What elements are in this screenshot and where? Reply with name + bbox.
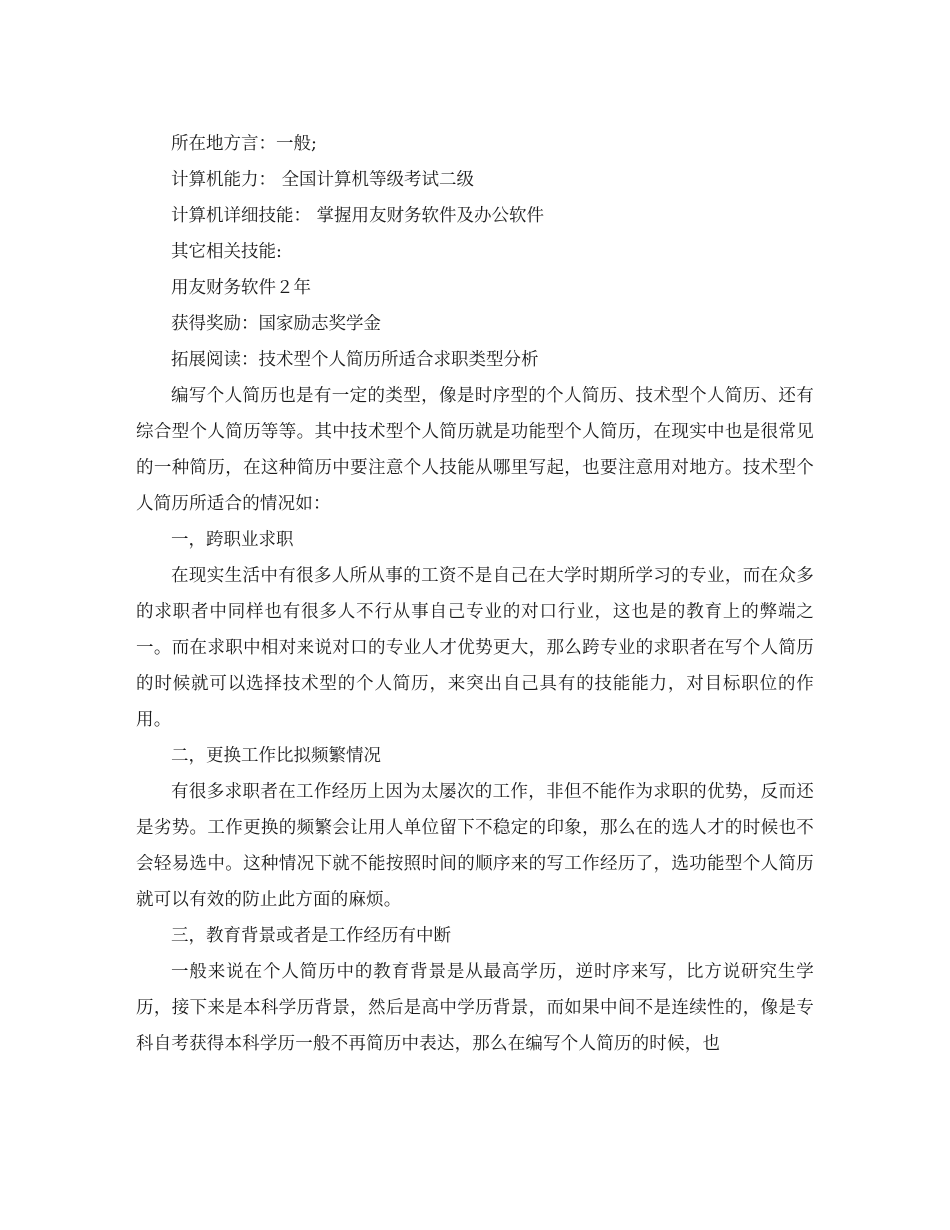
extended-reading-title: 拓展阅读：技术型个人简历所适合求职类型分析 [171, 350, 539, 370]
info-awards: 获得奖励：国家励志奖学金 [171, 314, 381, 334]
info-dialect: 所在地方言：一般; [171, 134, 317, 154]
section-heading: 三，教育背景或者是工作经历有中断 [171, 926, 451, 946]
info-other-skills: 其它相关技能: [171, 242, 282, 262]
section-body: 有很多求职者在工作经历上因为太屡次的工作，非但不能作为求职的优势，反而还是劣势。工作更换的频繁会让用人单位留下不稳定的印象，那么在的选人才的时候也不会轻易选中。这种情况下就不能按照时间的顺序来的写工作经历了，选功能型个人简历就可以有效的防止此方面的麻烦。 [136, 782, 814, 910]
intro-paragraph: 编写个人简历也是有一定的类型，像是时序型的个人简历、技术型个人简历、还有综合型个人简历等等。其中技术型个人简历就是功能型个人简历，在现实中也是很常见的一种简历，在这种简历中要注意个人技能从哪里写起，也要注意用对地方。技术型个人简历所适合的情况如： [136, 386, 814, 514]
document-body [136, 126, 814, 1062]
info-software-experience: 用友财务软件２年 [171, 278, 311, 298]
section-heading: 一，跨职业求职 [171, 530, 294, 550]
section-body: 一般来说在个人简历中的教育背景是从最高学历，逆时序来写，比方说研究生学历，接下来是本科学历背景，然后是高中学历背景，而如果中间不是连续性的，像是专科自考获得本科学历一般不再简历中表达，那么在编写个人简历的时候，也 [136, 962, 814, 1054]
section-heading: 二，更换工作比拟频繁情况 [171, 746, 381, 766]
info-computer-skills: 计算机详细技能： 掌握用友财务软件及办公软件 [171, 206, 545, 226]
info-computer-ability: 计算机能力： 全国计算机等级考试二级 [171, 170, 475, 190]
section-body: 在现实生活中有很多人所从事的工资不是自己在大学时期所学习的专业，而在众多的求职者中同样也有很多人不行从事自己专业的对口行业，这也是的教育上的弊端之一。而在求职中相对来说对口的专业人才优势更大，那么跨专业的求职者在写个人简历的时候就可以选择技术型的个人简历，来突出自己具有的技能能力，对目标职位的作用。 [136, 566, 814, 730]
